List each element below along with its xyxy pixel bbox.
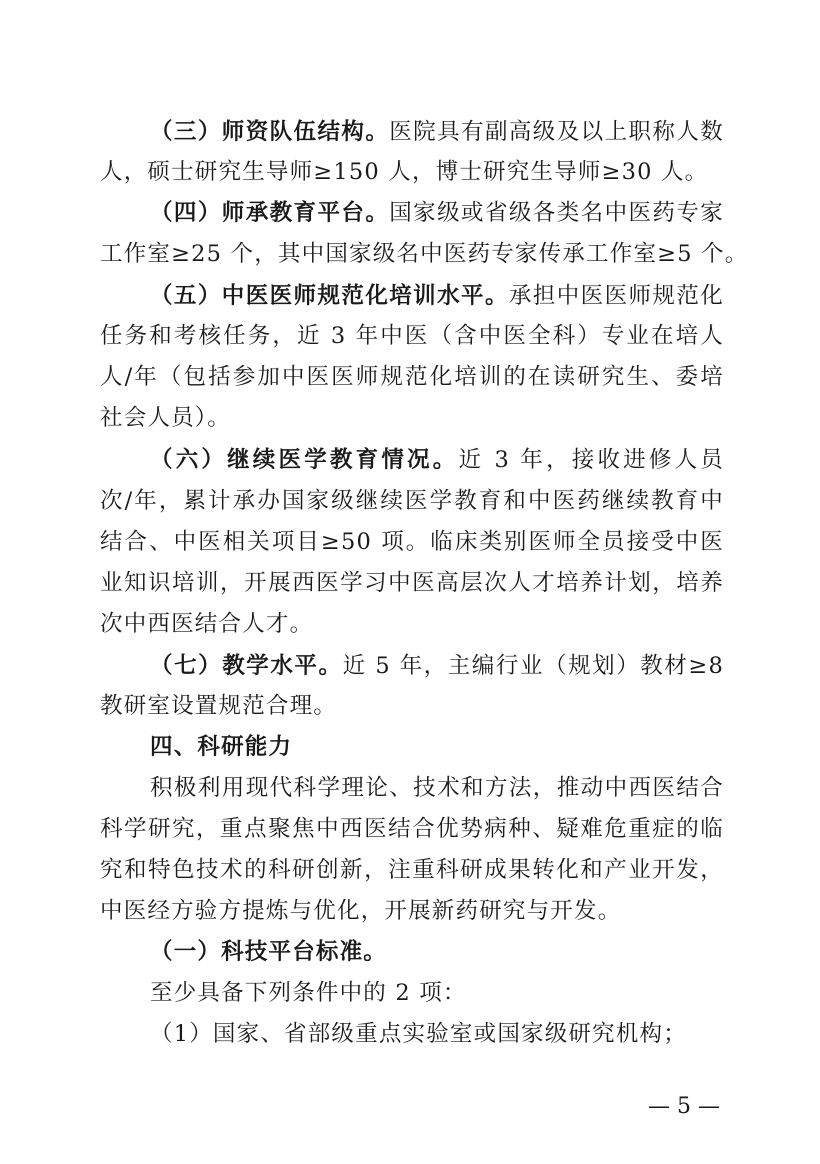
paragraph-title: （六）继续医学教育情况。 (150, 447, 459, 473)
subheading: （一）科技平台标准。 (150, 939, 388, 965)
paragraph-mentorship-line-2: 工作室≥25 个，其中国家级名中医药专家传承工作室≥5 个。 (100, 241, 749, 267)
paragraph-title: （七）教学水平。 (150, 653, 343, 679)
paragraph-continuing-education-line-1 (150, 445, 724, 475)
paragraph-continuing-education-line-3: 结合、中医相关项目≥50 项。临床类别医师全员接受中医 (100, 529, 724, 555)
paragraph-title: （四）师承教育平台。 (150, 200, 390, 226)
paragraph-continuing-education-line-5: 次中西医结合人才。 (100, 611, 314, 637)
paragraph-text: 近 3 年，接收进修人员 (458, 447, 724, 473)
paragraph-title: （五）中医医师规范化培训水平。 (150, 283, 509, 309)
paragraph-mentorship-line-1 (150, 198, 724, 228)
requirement-intro: 至少具备下列条件中的 2 项： (150, 980, 467, 1006)
section-body-line-1: 积极利用现代科学理论、技术和方法，推动中西医结合 (150, 775, 724, 801)
paragraph-text: 承担中医医师规范化 (508, 283, 724, 309)
page-number: — 5 — (648, 1094, 720, 1119)
paragraph-residency-training-line-1 (150, 281, 724, 311)
section-body-line-4: 中医经方验方提炼与优化，开展新药研究与开发。 (100, 898, 622, 924)
paragraph-faculty-structure-line-1 (150, 117, 724, 147)
paragraph-continuing-education-line-4: 业知识培训，开展西医学习中医高层次人才培养计划，培养 (100, 570, 724, 596)
paragraph-text: 医院具有副高级及以上职称人数 (389, 119, 724, 145)
paragraph-continuing-education-line-2: 次/年，累计承办国家级继续医学教育和中医药继续教育中 (100, 488, 724, 514)
paragraph-text: 近 5 年，主编行业（规划）教材≥8 (342, 653, 724, 679)
paragraph-teaching-level-line-1 (150, 651, 724, 681)
paragraph-text: 国家级或省级各类名中医药专家 (389, 200, 724, 226)
paragraph-title: （三）师资队伍结构。 (150, 119, 390, 145)
section-heading: 四、科研能力 (150, 734, 293, 760)
paragraph-residency-training-line-3: 人/年（包括参加中医医师规范化培训的在读研究生、委培 (100, 364, 724, 390)
paragraph-residency-training-line-4: 社会人员）。 (100, 405, 231, 431)
requirement-list-item-1: （1）国家、省部级重点实验室或国家级研究机构； (150, 1021, 687, 1047)
paragraph-faculty-structure-line-2: 人，硕士研究生导师≥150 人，博士研究生导师≥30 人。 (100, 159, 709, 185)
paragraph-teaching-level-line-2: 教研室设置规范合理。 (100, 693, 338, 719)
section-body-line-2: 科学研究，重点聚焦中西医结合优势病种、疑难危重症的临 (100, 816, 724, 842)
paragraph-residency-training-line-2: 任务和考核任务，近 3 年中医（含中医全科）专业在培人 (100, 323, 724, 349)
section-body-line-3: 究和特色技术的科研创新，注重科研成果转化和产业开发， (100, 857, 724, 883)
